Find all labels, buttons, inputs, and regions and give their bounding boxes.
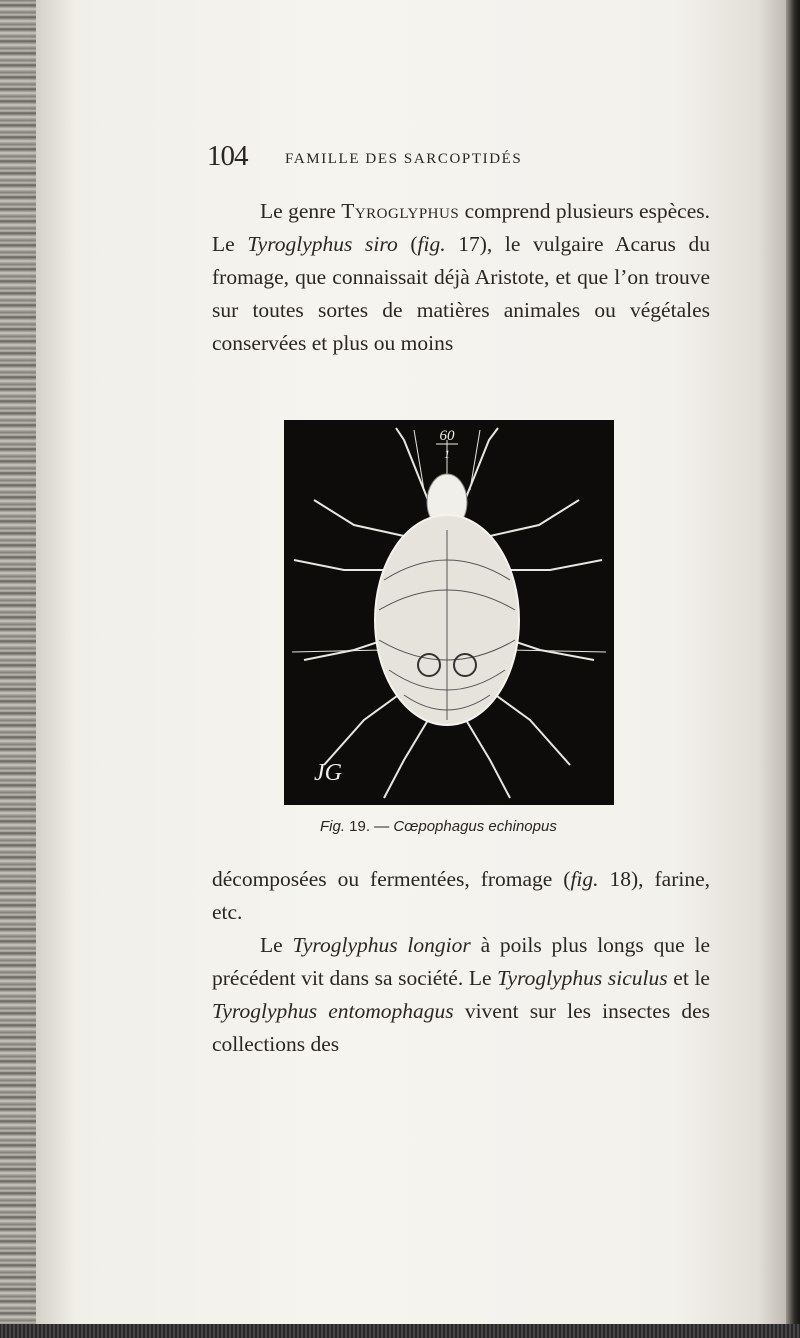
text: 17), le vulgaire Acarus du fromage, que connaissait déjà Aristote, et que l’on trouve sur toutes sortes de matières animales ou végétales conservées et plus ou moins xyxy=(212,232,710,355)
paragraph-2 xyxy=(212,863,710,929)
caption-number: 19. xyxy=(345,818,375,835)
text: Le genre xyxy=(260,199,342,223)
text: ( xyxy=(397,232,418,256)
scan-right-edge xyxy=(786,0,800,1338)
text: 18), farine, etc. xyxy=(212,867,710,924)
text: et le xyxy=(667,966,710,990)
text: Le xyxy=(260,933,293,957)
caption-species: Cœpophagus echinopus xyxy=(393,818,557,835)
species-name: Tyroglyphus siro xyxy=(247,232,398,256)
species-name: Tyroglyphus entomophagus xyxy=(212,999,454,1023)
caption-fig: Fig. xyxy=(320,818,346,835)
species-name: Tyroglyphus longior xyxy=(292,933,471,957)
text: à poils plus longs que le précédent vit dans sa société. Le xyxy=(212,933,710,990)
paragraph-1 xyxy=(212,195,710,360)
running-head: FAMILLE DES SARCOPTIDÉS xyxy=(285,151,523,167)
paragraph-3 xyxy=(212,929,710,1061)
text: comprend plusieurs espèces. Le xyxy=(212,199,710,256)
figure-reference: fig. xyxy=(417,232,446,256)
magnification-numerator: 60 xyxy=(439,428,455,444)
text: vivent sur les insectes des collections des xyxy=(212,999,710,1056)
mite-engraving xyxy=(284,420,614,805)
engraver-monogram: JG xyxy=(314,760,342,786)
page-number: 104 xyxy=(207,140,248,172)
species-name: Tyroglyphus siculus xyxy=(497,966,668,990)
mite-illustration xyxy=(284,420,614,805)
figure-reference: fig. xyxy=(570,867,599,891)
scan-bottom-edge xyxy=(0,1324,800,1338)
scan-left-edge xyxy=(0,0,36,1338)
caption-dash: — xyxy=(374,818,394,835)
text: décomposées ou fermentées, fromage ( xyxy=(212,867,571,891)
page-header xyxy=(207,140,607,180)
magnification-denominator: 1 xyxy=(444,447,450,461)
figure-caption xyxy=(320,818,620,835)
genus-name: Tyroglyphus xyxy=(341,199,460,223)
